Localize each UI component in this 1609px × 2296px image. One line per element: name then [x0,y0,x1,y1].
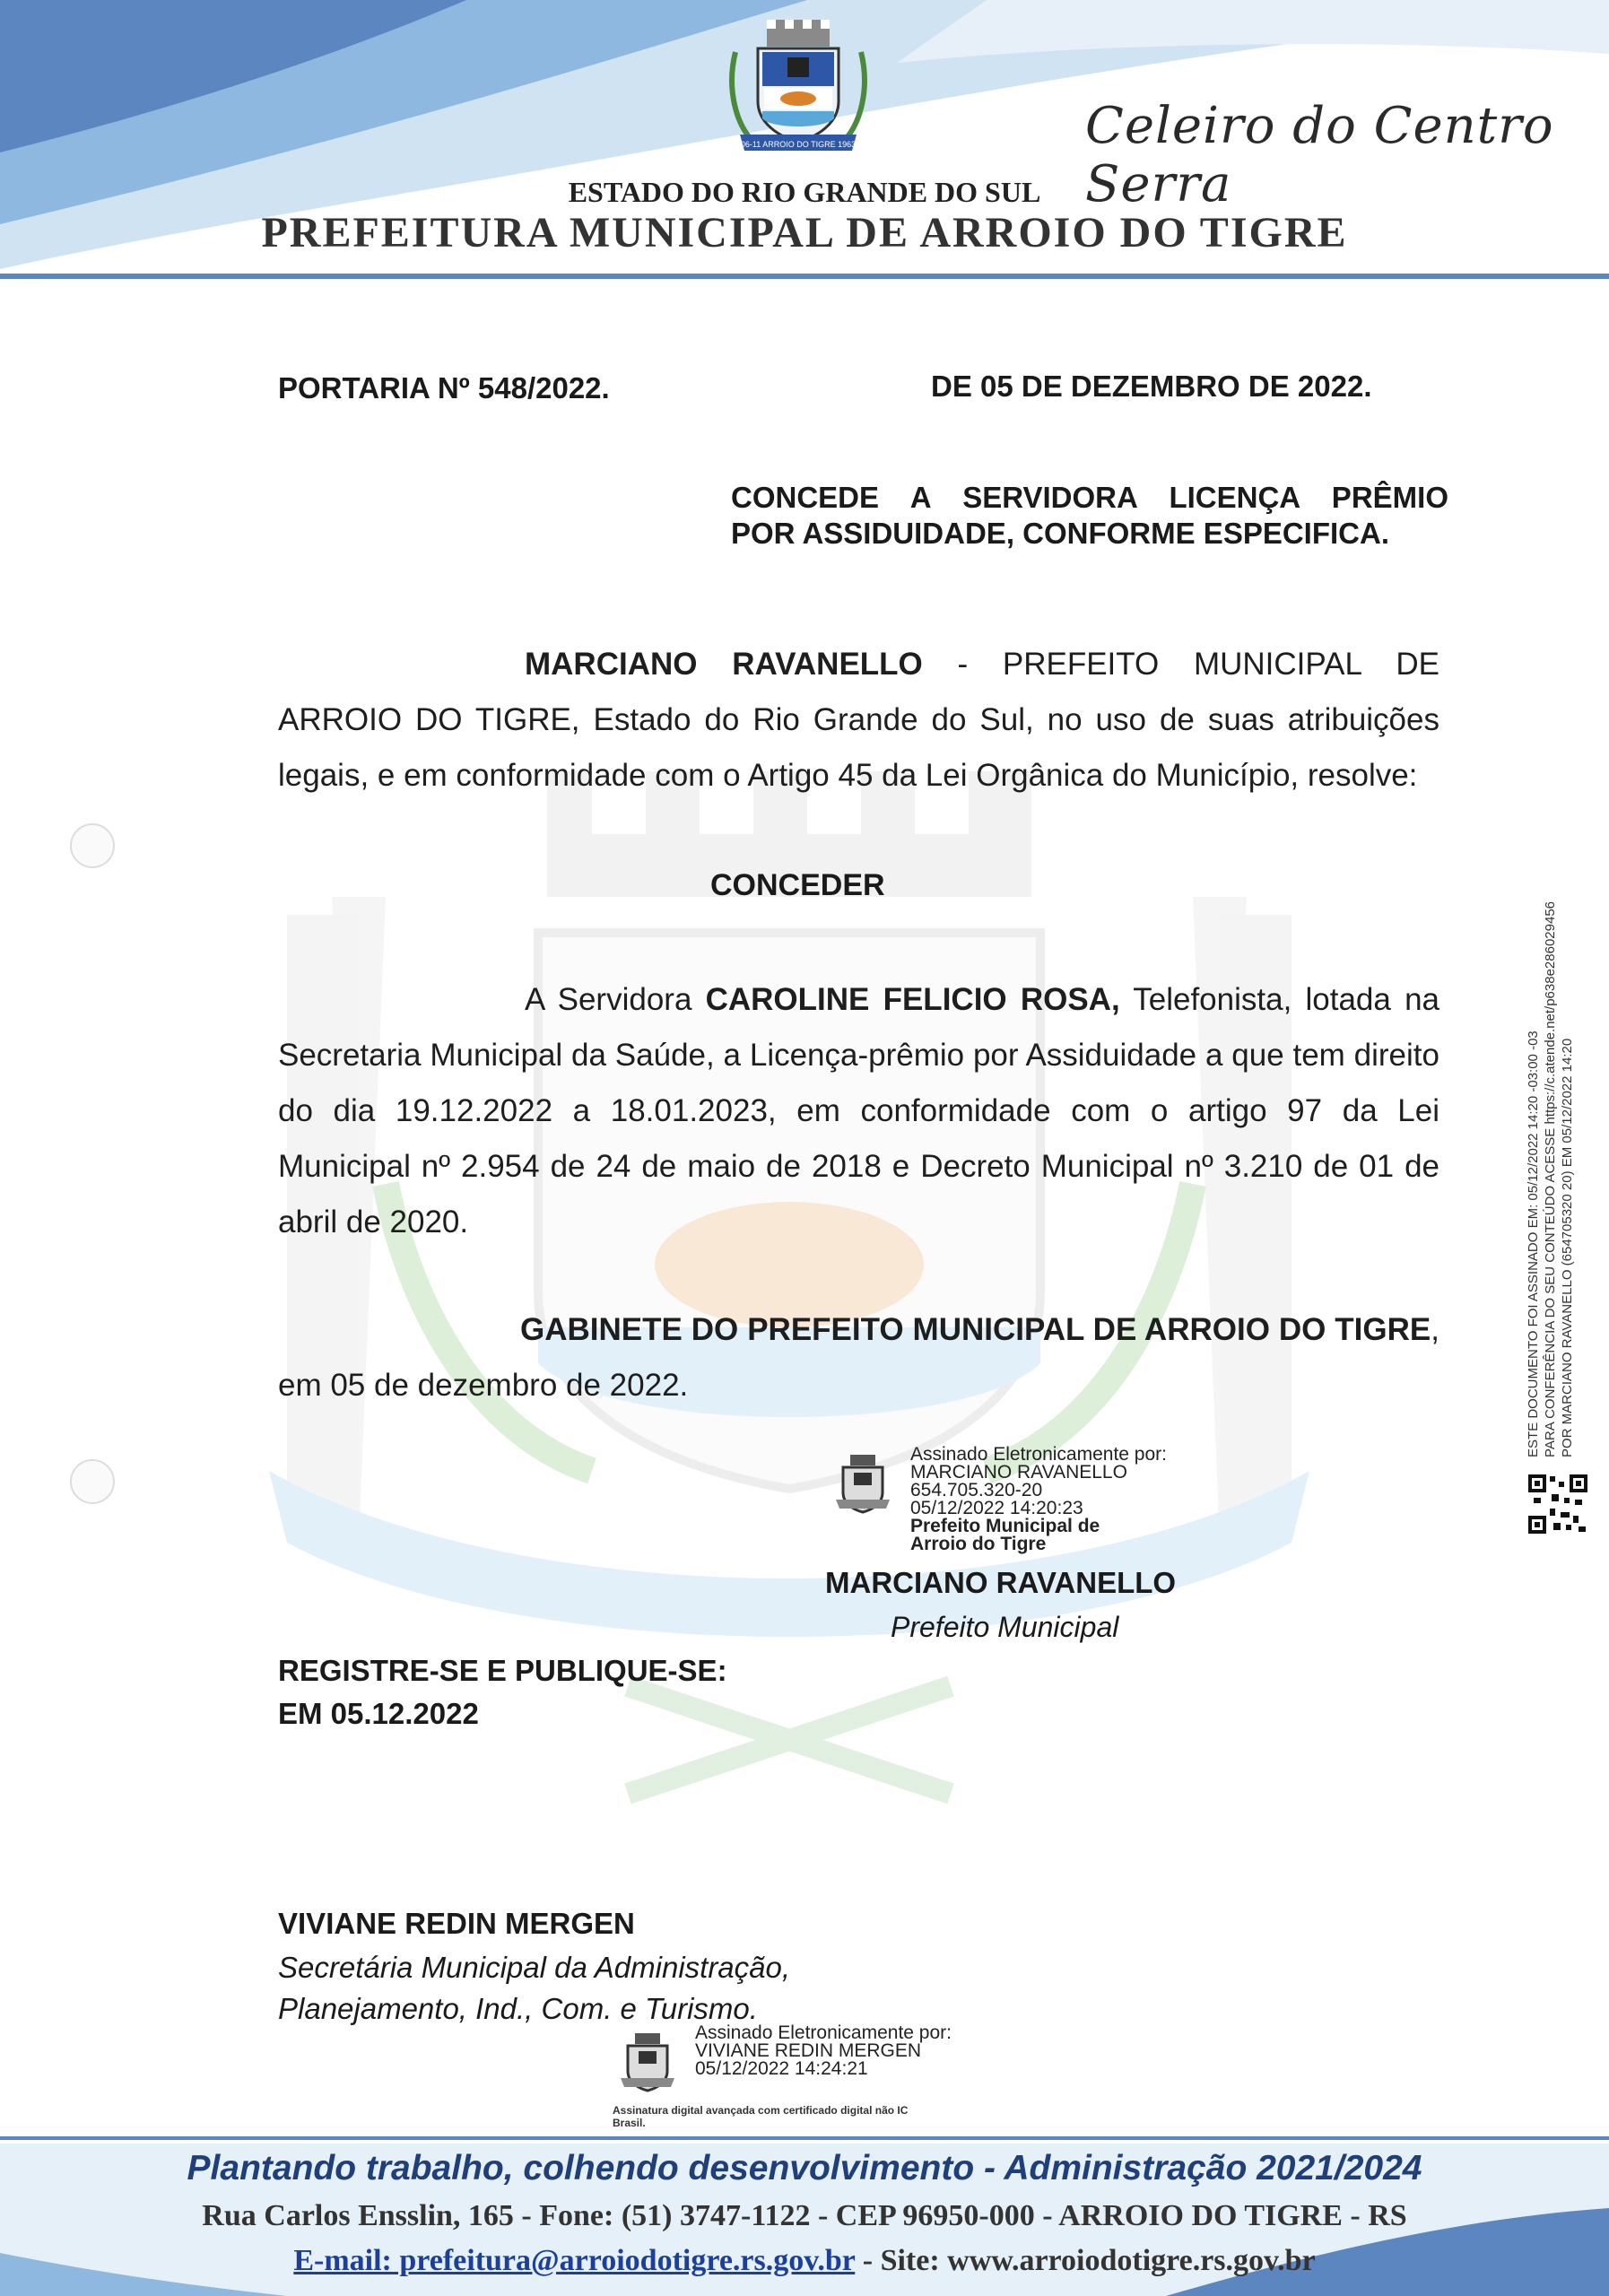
signature-2-stamp [695,2024,952,2078]
sig2-note2: Brasil. [613,2117,646,2129]
paragraph-grant [278,972,1439,1250]
paragraph-gabinete [278,1302,1439,1413]
footer-email-link[interactable]: E-mail: prefeitura@arroiodotigre.rs.gov.br [293,2244,856,2277]
sig1-line2: MARCIANO RAVANELLO [910,1462,1127,1483]
footer-address: Rua Carlos Ensslin, 165 - Fone: (51) 3747-1122 - CEP 96950-000 - ARROIO DO TIGRE - RS [202,2199,1407,2232]
portaria-date: DE 05 DE DEZEMBRO DE 2022. [931,370,1372,403]
state-name: ESTADO DO RIO GRANDE DO SUL [568,176,1041,208]
paragraph-mayor [278,637,1439,804]
hole-punch [70,823,115,868]
grant-intro: A Servidora [525,982,706,1017]
side-line3: POR MARCIANO RAVANELLO (654705320 20) EM 05/12/2022 14:20 [1560,1038,1575,1457]
sig1-line6: Arroio do Tigre [910,1534,1047,1554]
signature-1-stamp [910,1446,1167,1553]
sig2-line1: Assinado Eletronicamente por: [695,2022,952,2043]
prefeitura-title: PREFEITURA MUNICIPAL DE ARROIO DO TIGRE [261,209,1348,257]
registre-date: EM 05.12.2022 [278,1697,479,1730]
paragraph-mayor-text: - PREFEITO MUNICIPAL DE ARROIO DO TIGRE, Estado do Rio Grande do Sul, no uso de suas atribuições legais, e em conformidade com o Artigo 45 da Lei Orgânica do Município, resolve: [278,647,1439,793]
side-line1: ESTE DOCUMENTO FOI ASSINADO EM: 05/12/2022 14:20 -03:00 -03 [1526,1031,1541,1457]
signature-2-note [613,2104,908,2129]
electronic-seal-icon [834,1453,891,1516]
header-rule [0,274,1609,279]
gabinete-label: GABINETE DO PREFEITO MUNICIPAL DE ARROIO DO TIGRE [520,1312,1431,1347]
crest-ribbon-text: 06-11 ARROIO DO TIGRE 1963 [740,140,857,149]
mayor-signature-title: Prefeito Municipal [891,1611,1119,1643]
sig1-line1: Assinado Eletronicamente por: [910,1444,1167,1465]
sig2-line2: VIVIANE REDIN MERGEN [695,2040,922,2061]
portaria-number: PORTARIA Nº 548/2022. [278,371,610,404]
motto: Celeiro do Centro Serra [1085,97,1554,213]
secretary-role-1: Secretária Municipal da Administração, [278,1951,791,1984]
municipal-crest-logo [718,16,879,160]
sig1-line5: Prefeito Municipal de [910,1516,1100,1536]
sig2-note1: Assinatura digital avançada com certificado digital não IC [613,2104,909,2117]
servidora-name: CAROLINE FELICIO ROSA, [705,982,1120,1017]
footer-slogan: Plantando trabalho, colhendo desenvolvimento - Administração 2021/2024 [187,2149,1422,2187]
electronic-seal-icon-2 [619,2031,676,2094]
ementa-line-2: POR ASSIDUIDADE, CONFORME ESPECIFICA. [731,517,1390,550]
secretary-role-2: Planejamento, Ind., Com. e Turismo. [278,1992,758,2025]
mayor-signature-name: MARCIANO RAVANELLO [825,1566,1177,1599]
secretary-name: VIVIANE REDIN MERGEN [278,1907,635,1940]
side-line2: PARA CONFERÊNCIA DO SEU CONTEÚDO ACESSE https://c.atende.net/p638e286029456 [1543,900,1558,1457]
gabinete-date: , em 05 de dezembro de 2022. [278,1312,1439,1403]
sig1-line4: 05/12/2022 14:20:23 [910,1498,1083,1518]
verification-side-stamp [1525,901,1576,1457]
registre-label: REGISTRE-SE E PUBLIQUE-SE: [278,1654,727,1687]
hole-punch [70,1459,115,1504]
footer-site[interactable]: - Site: www.arroiodotigre.rs.gov.br [855,2244,1316,2277]
grant-text: Telefonista, lotada na Secretaria Municipal da Saúde, a Licença-prêmio por Assiduidade a que tem direito do dia 19.12.2022 a 18.01.2023, em conformidade com o artigo 97 da Lei Municipal nº 2.954 de 24 de maio de 2018 e Decreto Municipal nº 3.210 de 01 de abril de 2020. [278,982,1439,1239]
qr-code-icon[interactable] [1526,1473,1589,1535]
mayor-name: MARCIANO RAVANELLO [525,647,923,682]
conceder-heading: CONCEDER [710,868,885,902]
ementa-line-1: CONCEDE A SERVIDORA LICENÇA PRÊMIO [731,481,1448,514]
sig1-line3: 654.705.320-20 [910,1480,1043,1500]
footer-contact [0,2244,1609,2278]
sig2-line3: 05/12/2022 14:24:21 [695,2058,868,2079]
